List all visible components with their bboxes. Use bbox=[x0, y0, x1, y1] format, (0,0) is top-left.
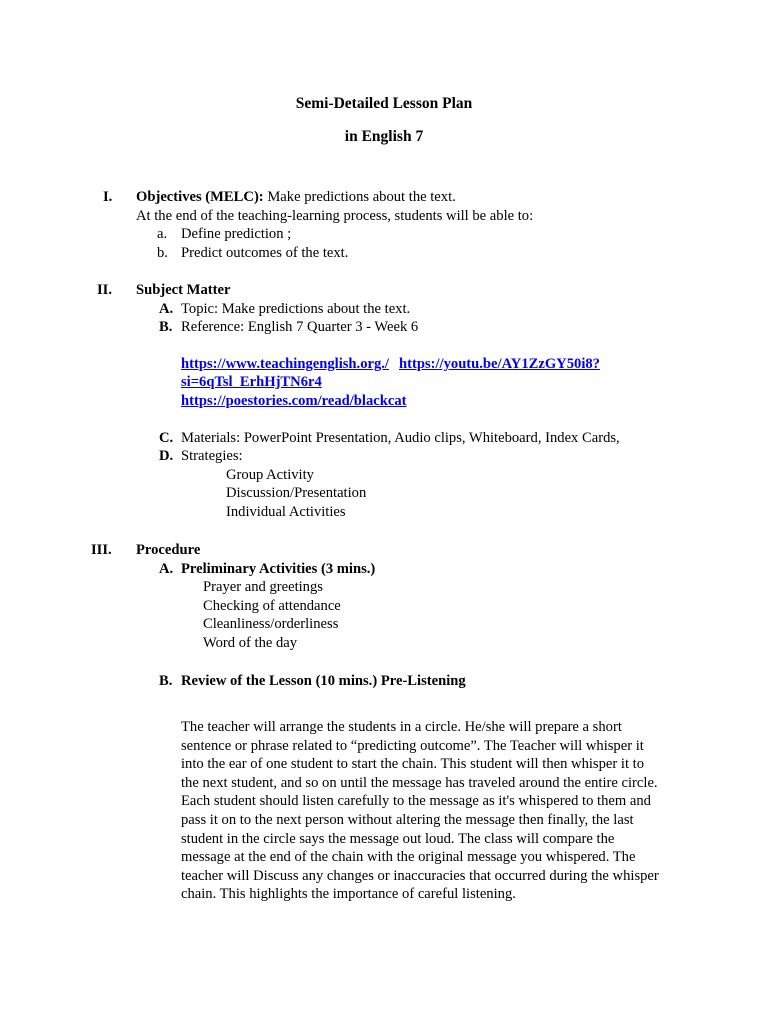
section-1-intro: At the end of the teaching-learning process, students will be able to: bbox=[136, 208, 534, 224]
reference-text: Reference: English 7 Quarter 3 - Week 6 bbox=[181, 319, 419, 335]
preliminary-item: Prayer and greetings bbox=[203, 579, 323, 595]
document-title: Semi-Detailed Lesson Plan bbox=[295, 95, 473, 112]
section-1-numeral: I. bbox=[103, 189, 113, 205]
paragraph-line: The teacher will arrange the students in a circle. He/she will prepare a short bbox=[181, 719, 622, 735]
document-subtitle: in English 7 bbox=[344, 128, 424, 145]
paragraph-line: Each student should listen carefully to the message as it's whispered to them and bbox=[181, 793, 651, 810]
section-1-heading: Objectives (MELC): bbox=[136, 189, 264, 205]
objective-marker-b: b. bbox=[157, 245, 168, 261]
part-b-heading: Review of the Lesson (10 mins.) Pre-Listening bbox=[181, 673, 466, 689]
paragraph-line: teacher will Discuss any changes or inaccuracies that occurred during the whisper bbox=[181, 867, 659, 884]
reference-marker: B. bbox=[159, 319, 173, 335]
link-youtube-continued[interactable]: si=6qTsl_ErhHjTN6r4 bbox=[181, 374, 322, 390]
objective-marker-a: a. bbox=[157, 226, 168, 242]
paragraph-line: into the ear of one student to start the chain. This student will then whisper it to bbox=[181, 756, 644, 773]
objective-item-a: Define prediction ; bbox=[181, 226, 292, 242]
preliminary-item: Checking of attendance bbox=[203, 598, 341, 614]
preliminary-item: Cleanliness/orderliness bbox=[203, 616, 339, 632]
paragraph-line: student in the circle says the message out loud. The class will compare the bbox=[181, 830, 615, 847]
section-2-heading: Subject Matter bbox=[136, 282, 231, 298]
preliminary-item: Word of the day bbox=[203, 635, 298, 651]
objective-item-b: Predict outcomes of the text. bbox=[181, 245, 349, 261]
link-poestories[interactable]: https://poestories.com/read/blackcat bbox=[181, 393, 407, 409]
review-paragraph bbox=[181, 718, 681, 904]
paragraph-line: sentence or phrase related to “predicting outcome”. The Teacher will whisper it bbox=[181, 737, 644, 754]
paragraph-line: the next student, and so on until the message has traveled around the entire circle. bbox=[181, 774, 658, 791]
link-youtube[interactable]: https://youtu.be/AY1ZzGY50i8? bbox=[399, 356, 600, 372]
section-2-numeral: II. bbox=[97, 282, 113, 298]
materials-text: Materials: PowerPoint Presentation, Audio clips, Whiteboard, Index Cards, bbox=[181, 430, 620, 446]
materials-marker: C. bbox=[159, 430, 174, 446]
paragraph-line: pass it on to the next person without altering the message then finally, the last bbox=[181, 811, 634, 828]
section-3-numeral: III. bbox=[91, 542, 112, 558]
strategies-text: Strategies: bbox=[181, 448, 243, 464]
strategy-item: Individual Activities bbox=[226, 504, 346, 520]
part-a-marker: A. bbox=[159, 561, 174, 577]
section-1-heading-text: Make predictions about the text. bbox=[263, 189, 456, 205]
part-b-marker: B. bbox=[159, 673, 173, 689]
strategy-item: Group Activity bbox=[226, 467, 314, 483]
strategies-marker: D. bbox=[159, 448, 174, 464]
section-1-heading-line bbox=[136, 188, 456, 207]
paragraph-line: chain. This highlights the importance of careful listening. bbox=[181, 886, 516, 903]
paragraph-line: message at the end of the chain with the original message you whispered. The bbox=[181, 849, 636, 866]
topic-marker: A. bbox=[159, 301, 174, 317]
link-teachingenglish[interactable]: https://www.teachingenglish.org./ bbox=[181, 356, 389, 372]
section-3-heading: Procedure bbox=[136, 542, 201, 558]
part-a-heading: Preliminary Activities (3 mins.) bbox=[181, 561, 376, 577]
topic-text: Topic: Make predictions about the text. bbox=[181, 301, 411, 317]
strategy-item: Discussion/Presentation bbox=[226, 485, 367, 501]
